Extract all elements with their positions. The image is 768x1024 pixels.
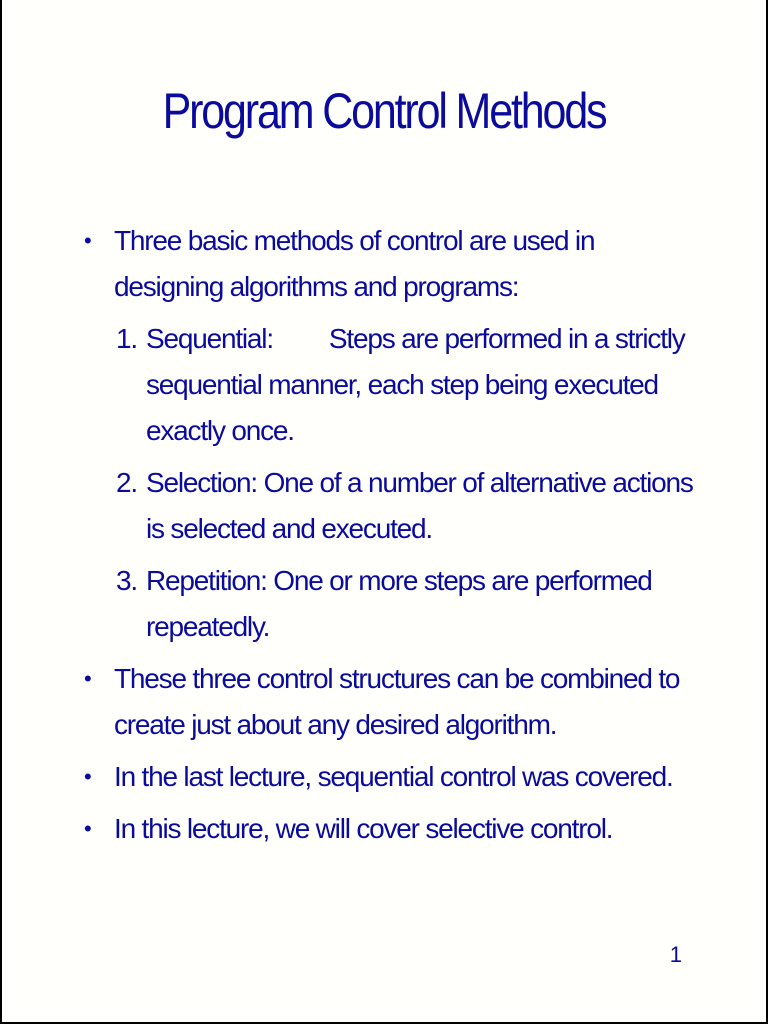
sub-item <box>84 460 704 552</box>
bullet-icon: • <box>84 666 91 691</box>
bullet-item <box>84 806 704 852</box>
bullet-icon: • <box>84 228 91 253</box>
sub-item-label: Sequential: <box>146 323 273 354</box>
sub-item-text: One or more steps are performed repeatedly. <box>146 565 652 642</box>
sub-item-text: Steps are performed in a strictly sequential manner, each step being executed exactly once. <box>146 323 685 446</box>
sub-item-number: 2. <box>116 467 137 498</box>
slide-content <box>84 218 704 858</box>
bullet-item <box>84 656 704 748</box>
bullet-icon: • <box>84 816 91 841</box>
bullet-text: In this lecture, we will cover selective control. <box>114 813 613 844</box>
page-number: 1 <box>669 942 682 967</box>
bullet-text: Three basic methods of control are used in designing algorithms and programs: <box>114 225 595 302</box>
bullet-icon: • <box>84 764 91 789</box>
sub-item-number: 1. <box>116 323 137 354</box>
bullet-text: In the last lecture, sequential control was covered. <box>114 761 673 792</box>
sub-item-number: 3. <box>116 565 137 596</box>
sub-item <box>84 558 704 650</box>
slide-title: Program Control Methods <box>162 83 606 139</box>
sub-item-label: Repetition: <box>146 565 267 596</box>
bullet-text: These three control structures can be combined to create just about any desired algorithm. <box>114 663 680 740</box>
sub-item-label: Selection: <box>146 467 257 498</box>
bullet-item <box>84 218 704 310</box>
sub-item-text: One of a number of alternative actions is selected and executed. <box>146 467 693 544</box>
sub-item <box>84 316 704 454</box>
bullet-item <box>84 754 704 800</box>
